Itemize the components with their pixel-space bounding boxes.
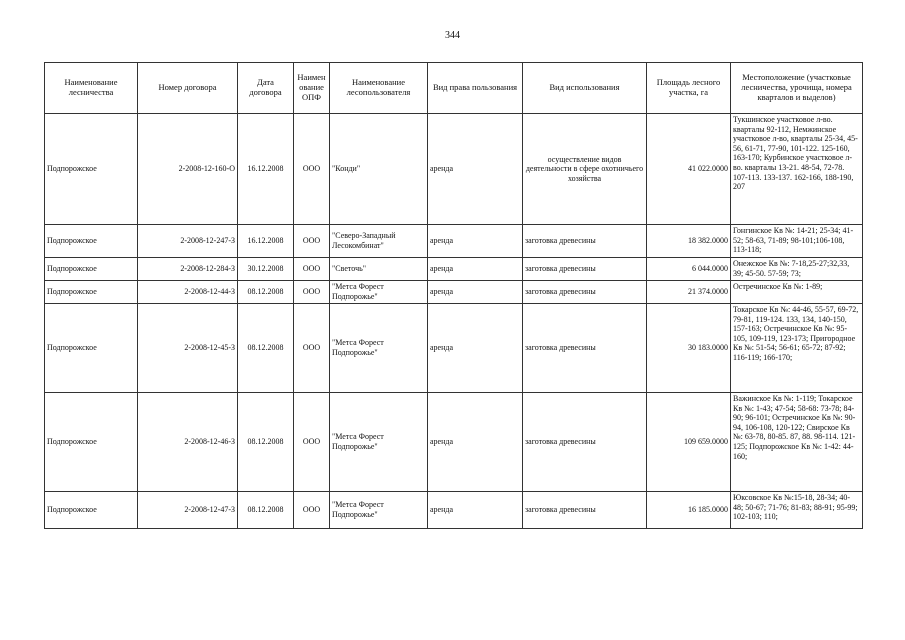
page-number: 344 bbox=[445, 30, 460, 41]
cell-right-type: аренда bbox=[428, 492, 523, 529]
cell-opf: ООО bbox=[294, 258, 330, 281]
cell-forestry: Подпорожское bbox=[45, 258, 138, 281]
cell-opf: ООО bbox=[294, 225, 330, 258]
table-row bbox=[45, 492, 863, 529]
cell-use-type: заготовка древесины bbox=[523, 225, 647, 258]
lease-registry-table bbox=[44, 62, 863, 529]
cell-contract-date: 08.12.2008 bbox=[238, 393, 294, 492]
cell-right-type: аренда bbox=[428, 114, 523, 225]
table-row bbox=[45, 114, 863, 225]
cell-right-type: аренда bbox=[428, 393, 523, 492]
cell-contract-number: 2-2008-12-46-З bbox=[138, 393, 238, 492]
cell-contract-date: 08.12.2008 bbox=[238, 304, 294, 393]
cell-use-type: заготовка древесины bbox=[523, 393, 647, 492]
table-row bbox=[45, 281, 863, 304]
cell-forestry: Подпорожское bbox=[45, 281, 138, 304]
cell-use-type: заготовка древесины bbox=[523, 281, 647, 304]
cell-location: Гонгинское Кв №: 14-21; 25-34; 41-52; 58-63, 71-89; 98-101;106-108, 113-118; bbox=[731, 225, 863, 258]
header-user: Наименование лесопользователя bbox=[330, 63, 428, 114]
cell-use-type: заготовка древесины bbox=[523, 304, 647, 393]
table-row bbox=[45, 225, 863, 258]
cell-location: Онежское Кв №: 7-18,25-27;32,33, 39; 45-50. 57-59; 73; bbox=[731, 258, 863, 281]
cell-location: Токарское Кв №: 44-46, 55-57, 69-72, 79-81, 119-124. 133, 134, 140-150, 157-163; Остречинское Кв №: 95-105, 109-119, 123-173; Пригородное Кв №: 51-54; 56-61; 65-72; 87-92; 116-119; 166-170; bbox=[731, 304, 863, 393]
cell-forestry: Подпорожское bbox=[45, 114, 138, 225]
cell-right-type: аренда bbox=[428, 258, 523, 281]
cell-location: Важинское Кв №: 1-119; Токарское Кв №: 1-43; 47-54; 58-68: 73-78; 84-90; 96-101; Остречинское Кв №: 90-94, 106-108, 120-122; Свирское Кв №: 63-78, 80-85. 87, 88. 98-114. 121-125; Подпорожское Кв №: 1-42: 44-160; bbox=[731, 393, 863, 492]
cell-contract-number: 2-2008-12-44-З bbox=[138, 281, 238, 304]
cell-area: 109 659.0000 bbox=[647, 393, 731, 492]
cell-user: "Конди" bbox=[330, 114, 428, 225]
header-use-type: Вид использования bbox=[523, 63, 647, 114]
cell-location: Юксовское Кв №:15-18, 28-34; 40-48; 50-67; 71-76; 81-83; 88-91; 95-99; 102-103; 110; bbox=[731, 492, 863, 529]
cell-user: "Метса Форест Подпорожье" bbox=[330, 393, 428, 492]
cell-forestry: Подпорожское bbox=[45, 225, 138, 258]
cell-use-type: осуществление видов деятельности в сфере охотничьего хозяйства bbox=[523, 114, 647, 225]
cell-opf: ООО bbox=[294, 492, 330, 529]
cell-opf: ООО bbox=[294, 114, 330, 225]
cell-contract-number: 2-2008-12-160-О bbox=[138, 114, 238, 225]
cell-contract-date: 08.12.2008 bbox=[238, 281, 294, 304]
cell-right-type: аренда bbox=[428, 281, 523, 304]
cell-area: 6 044.0000 bbox=[647, 258, 731, 281]
cell-forestry: Подпорожское bbox=[45, 304, 138, 393]
cell-use-type: заготовка древесины bbox=[523, 492, 647, 529]
cell-contract-number: 2-2008-12-284-З bbox=[138, 258, 238, 281]
cell-use-type: заготовка древесины bbox=[523, 258, 647, 281]
cell-contract-date: 16.12.2008 bbox=[238, 114, 294, 225]
header-right-type: Вид права пользования bbox=[428, 63, 523, 114]
cell-location: Тукшинское участковое л-во. кварталы 92-112, Немжинское участковое л-во, кварталы 25-34, 45-56, 61-71, 77-90, 101-122. 125-160, 163-170; Курбинское участковое л-во. кварталы 13-21. 48-54, 72-78. 107-113. 133-137. 162-166, 188-190, 207 bbox=[731, 114, 863, 225]
header-forestry: Наименование лесничества bbox=[45, 63, 138, 114]
cell-opf: ООО bbox=[294, 304, 330, 393]
header-opf: Наименование ОПФ bbox=[294, 63, 330, 114]
cell-contract-date: 16.12.2008 bbox=[238, 225, 294, 258]
header-location: Местоположение (участковые лесничества, урочища, номера кварталов и выделов) bbox=[731, 63, 863, 114]
header-contract-number: Номер договора bbox=[138, 63, 238, 114]
cell-forestry: Подпорожское bbox=[45, 393, 138, 492]
cell-user: "Северо-Западный Лесокомбинат" bbox=[330, 225, 428, 258]
cell-area: 18 382.0000 bbox=[647, 225, 731, 258]
cell-right-type: аренда bbox=[428, 225, 523, 258]
cell-area: 30 183.0000 bbox=[647, 304, 731, 393]
cell-contract-number: 2-2008-12-247-З bbox=[138, 225, 238, 258]
cell-opf: ООО bbox=[294, 281, 330, 304]
cell-user: "Метса Форест Подпорожье" bbox=[330, 492, 428, 529]
cell-opf: ООО bbox=[294, 393, 330, 492]
cell-contract-date: 30.12.2008 bbox=[238, 258, 294, 281]
cell-contract-number: 2-2008-12-45-З bbox=[138, 304, 238, 393]
table-row bbox=[45, 258, 863, 281]
cell-user: "Светочь" bbox=[330, 258, 428, 281]
cell-right-type: аренда bbox=[428, 304, 523, 393]
cell-location: Остречинское Кв №: 1-89; bbox=[731, 281, 863, 304]
table-row bbox=[45, 304, 863, 393]
header-area: Площадь лесного участка, га bbox=[647, 63, 731, 114]
cell-contract-date: 08.12.2008 bbox=[238, 492, 294, 529]
cell-user: "Метса Форест Подпорожье" bbox=[330, 304, 428, 393]
cell-contract-number: 2-2008-12-47-З bbox=[138, 492, 238, 529]
header-row bbox=[45, 63, 863, 114]
table-row bbox=[45, 393, 863, 492]
cell-user: "Метса Форест Подпорожье" bbox=[330, 281, 428, 304]
cell-area: 16 185.0000 bbox=[647, 492, 731, 529]
header-contract-date: Дата договора bbox=[238, 63, 294, 114]
cell-area: 41 022.0000 bbox=[647, 114, 731, 225]
cell-forestry: Подпорожское bbox=[45, 492, 138, 529]
cell-area: 21 374.0000 bbox=[647, 281, 731, 304]
